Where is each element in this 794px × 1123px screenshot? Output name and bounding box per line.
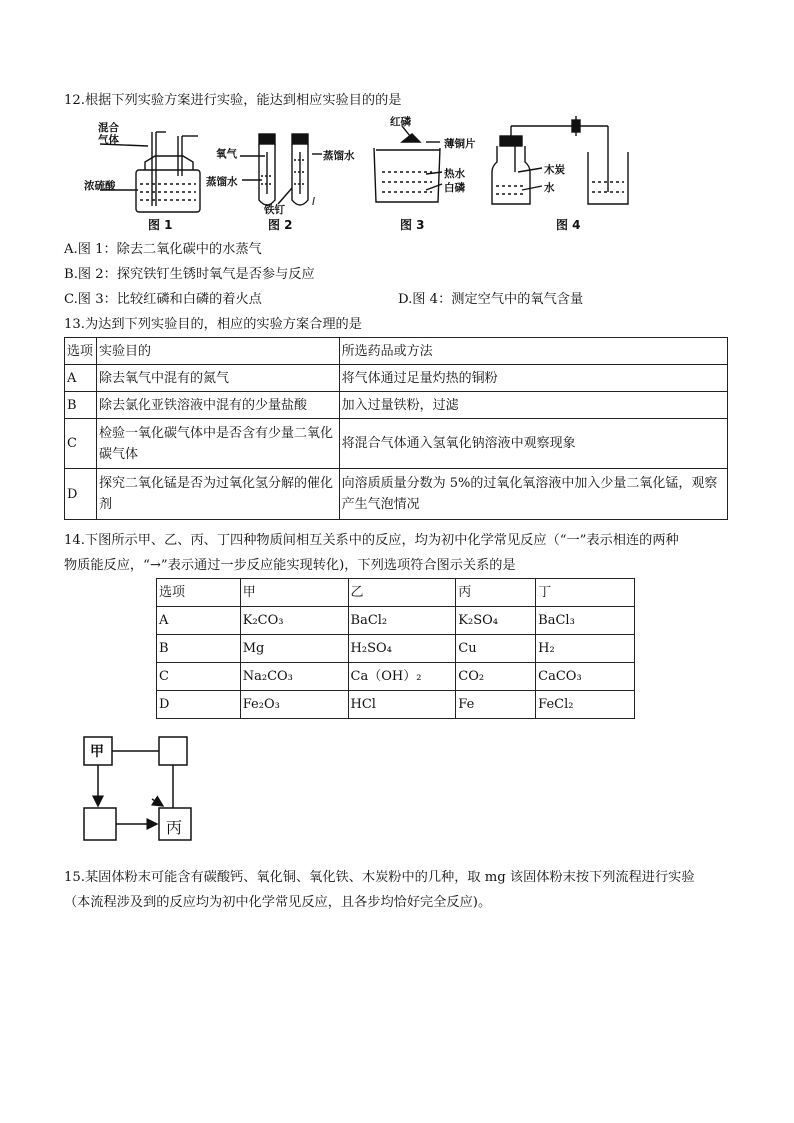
fig4-caption: 图 4: [556, 218, 581, 232]
row-option: C: [157, 663, 241, 691]
fig1-caption: 图 1: [148, 218, 173, 232]
row-goal: 探究二氧化锰是否为过氧化氢分解的催化剂: [96, 469, 339, 520]
cell-yi: Ca（OH）₂: [348, 663, 456, 691]
cell-jia: K₂CO₃: [240, 607, 348, 635]
fig2-oxygen-label: 氧气: [216, 148, 237, 160]
fig2-mark: I: [312, 196, 316, 208]
row-method: 向溶质质量分数为 5%的过氧化氧溶液中加入少量二氧化锰，观察产生气泡情况: [339, 469, 727, 520]
fig3-hot-water-label: 热水: [444, 168, 465, 180]
cell-jia: Mg: [240, 635, 348, 663]
fig4-water-label: 水: [544, 182, 555, 194]
header-method: 所选药品或方法: [339, 338, 727, 365]
header-option: 选项: [65, 338, 97, 365]
q15-line-2: （本流程涉及到的反应均为初中化学常见反应，且各步均恰好完全反应)。: [64, 895, 492, 910]
table-row: [65, 392, 728, 419]
row-option: B: [157, 635, 241, 663]
q14-stem-line-1: 14.下图所示甲、乙、丙、丁四种物质间相互关系中的反应，均为初中化学常见反应（“一”表示相连的两种: [64, 533, 679, 548]
header-option: 选项: [157, 579, 241, 607]
fig2-caption: 图 2: [268, 218, 293, 232]
q15-line-1: 15.某固体粉末可能含有碳酸钙、氧化铜、氧化铁、木炭粉中的几种，取 mg 该固体粉末按下列流程进行实验: [64, 870, 695, 885]
fig1-acid-label: 浓硫酸: [84, 180, 116, 192]
fig1-mixed-gas-label: 混合 气体: [98, 122, 119, 146]
row-option: D: [65, 469, 97, 520]
table-row: [65, 469, 728, 520]
row-option: A: [157, 607, 241, 635]
row-option: C: [65, 419, 97, 469]
cell-bing: K₂SO₄: [456, 607, 536, 635]
table-row: [157, 607, 635, 635]
table-row: [65, 419, 728, 469]
fig3-caption: 图 3: [400, 218, 425, 232]
q14-stem-line-2: 物质能反应，“→”表示通过一步反应能实现转化)，下列选项符合图示关系的是: [64, 558, 516, 573]
row-goal: 除去氧气中混有的氮气: [96, 365, 339, 392]
q12-figures: [60, 112, 660, 234]
row-method: 将混合气体通入氢氧化钠溶液中观察现象: [339, 419, 727, 469]
q12-option-b: B.图 2：探究铁钉生锈时氧气是否参与反应: [64, 267, 315, 282]
fig3-copper-label: 薄铜片: [444, 138, 476, 150]
cell-yi: HCl: [348, 691, 456, 719]
table-row: [65, 365, 728, 392]
cell-ding: FeCl₂: [536, 691, 635, 719]
table-row: [157, 635, 635, 663]
q14-table: [156, 578, 635, 719]
cell-jia: Na₂CO₃: [240, 663, 348, 691]
cell-bing: CO₂: [456, 663, 536, 691]
q14-relation-diagram: [60, 723, 200, 853]
q13-table: [64, 337, 728, 520]
header-yi: 乙: [348, 579, 456, 607]
fig3-white-phosphorus-label: 白磷: [444, 182, 465, 194]
cell-jia: Fe₂O₃: [240, 691, 348, 719]
cell-ding: BaCl₃: [536, 607, 635, 635]
fig2-nail-label: 铁钉: [264, 204, 285, 216]
cell-bing: Cu: [456, 635, 536, 663]
cell-ding: CaCO₃: [536, 663, 635, 691]
diagram-label-bing: 丙: [166, 818, 183, 837]
row-option: B: [65, 392, 97, 419]
cell-ding: H₂: [536, 635, 635, 663]
fig2-water-right-label: 蒸馏水: [323, 150, 355, 162]
diagram-label-jia: 甲: [90, 744, 104, 760]
header-bing: 丙: [456, 579, 536, 607]
box-bottom-left: [84, 808, 116, 840]
table-row: [157, 691, 635, 719]
header-jia: 甲: [240, 579, 348, 607]
cell-yi: H₂SO₄: [348, 635, 456, 663]
row-option: A: [65, 365, 97, 392]
fig3-red-phosphorus-label: 红磷: [390, 116, 411, 128]
q12-option-a: A.图 1：除去二氧化碳中的水蒸气: [64, 242, 262, 257]
row-goal: 检验一氧化碳气体中是否含有少量二氧化碳气体: [96, 419, 339, 469]
header-ding: 丁: [536, 579, 635, 607]
table-header-row: [65, 338, 728, 365]
cell-bing: Fe: [456, 691, 536, 719]
q12-option-d: D.图 4：测定空气中的氧气含量: [398, 292, 584, 307]
header-goal: 实验目的: [96, 338, 339, 365]
row-method: 将气体通过足量灼热的铜粉: [339, 365, 727, 392]
q12-option-c: C.图 3：比较红磷和白磷的着火点: [64, 292, 262, 307]
cell-yi: BaCl₂: [348, 607, 456, 635]
row-method: 加入过量铁粉，过滤: [339, 392, 727, 419]
fig4-carbon-label: 木炭: [544, 164, 565, 176]
q12-stem: 12.根据下列实验方案进行实验，能达到相应实验目的的是: [64, 93, 402, 108]
fig2-water-left-label: 蒸馏水: [206, 176, 238, 188]
row-goal: 除去氯化亚铁溶液中混有的少量盐酸: [96, 392, 339, 419]
table-row: [157, 663, 635, 691]
row-option: D: [157, 691, 241, 719]
table-header-row: [157, 579, 635, 607]
q13-stem: 13.为达到下列实验目的，相应的实验方案合理的是: [64, 317, 362, 332]
box-top-right: [159, 737, 187, 765]
